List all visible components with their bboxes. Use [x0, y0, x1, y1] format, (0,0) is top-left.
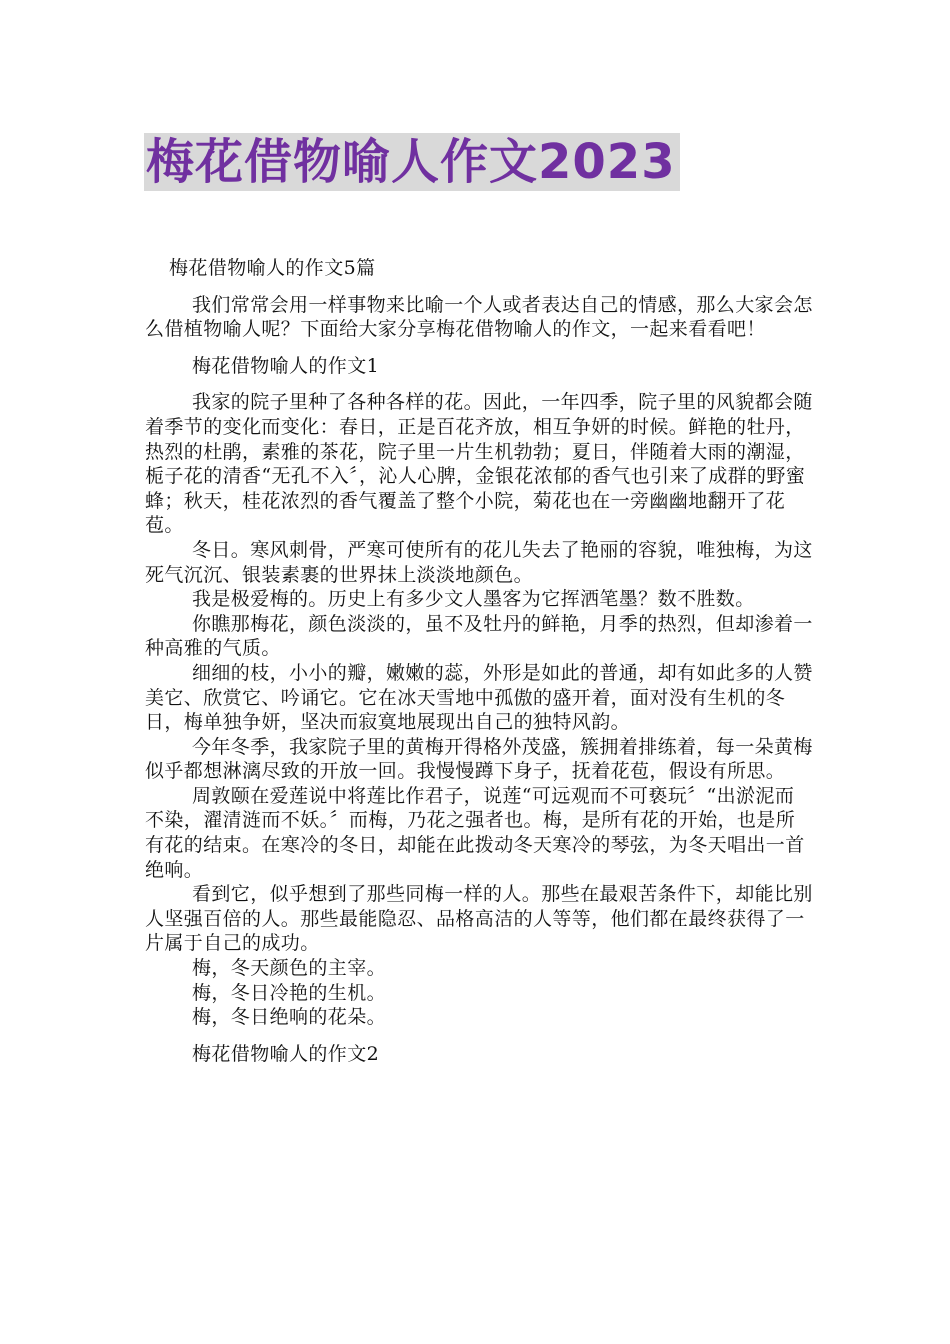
section-2-heading: 梅花借物喻人的作文2: [192, 1042, 380, 1065]
body-paragraph: 你瞧那梅花，颜色淡淡的，虽不及牡丹的鲜艳，月季的热烈，但却渗着一种高雅的气质。: [145, 612, 813, 660]
body-paragraph: 今年冬季，我家院子里的黄梅开得格外茂盛，簇拥着排练着，每一朵黄梅似乎都想淋漓尽致的开放一回。我慢慢蹲下身子，抚着花苞，假设有所思。: [145, 735, 813, 783]
body-paragraph: 冬日。寒风刺骨，严寒可使所有的花儿失去了艳丽的容貌，唯独梅，为这死气沉沉、银装素裹的世界抹上淡淡地颜色。: [145, 538, 813, 586]
body-paragraph: 细细的枝，小小的瓣，嫩嫩的蕊，外形是如此的普通，却有如此多的人赞美它、欣赏它、吟诵它。它在冰天雪地中孤傲的盛开着，面对没有生机的冬日，梅单独争妍，坚决而寂寞地展现出自己的独特风韵。: [145, 661, 813, 734]
body-paragraph: 周敦颐在爱莲说中将莲比作君子，说莲“可远观而不可亵玩〞“出淤泥而不染，濯清涟而不妖。〞而梅，乃花之强者也。梅，是所有花的开始，也是所有花的结束。在寒冷的冬日，却能在此拨动冬天寒冷的琴弦，为冬天唱出一首绝响。: [145, 784, 805, 881]
section-1-heading: 梅花借物喻人的作文1: [192, 354, 380, 377]
body-paragraph: 梅，冬日绝响的花朵。: [192, 1006, 387, 1029]
document-title: 梅花借物喻人作文2023: [144, 133, 680, 191]
document-body: [145, 256, 813, 1066]
body-paragraph: 我是极爱梅的。历史上有多少文人墨客为它挥洒笔墨？数不胜数。: [192, 588, 755, 611]
body-paragraph: 看到它，似乎想到了那些同梅一样的人。那些在最艰苦条件下，却能比别人坚强百倍的人。那些最能隐忍、品格高洁的人等等，他们都在最终获得了一片属于自己的成功。: [145, 883, 813, 955]
body-paragraph: 梅，冬天颜色的主宰。: [192, 957, 387, 980]
body-paragraph: 梅，冬日冷艳的生机。: [192, 981, 387, 1004]
intro-heading: 梅花借物喻人的作文5篇: [169, 257, 376, 279]
intro-paragraph: 我们常常会用一样事物来比喻一个人或者表达自己的情感，那么大家会怎么借植物喻人呢？下面给大家分享梅花借物喻人的作文，一起来看看吧！: [145, 293, 813, 341]
body-paragraph: 我家的院子里种了各种各样的花。因此，一年四季，院子里的风貌都会随着季节的变化而变化：春日，正是百花齐放，相互争妍的时候。鲜艳的牡丹，热烈的杜鹃，素雅的茶花，院子里一片生机勃勃；夏日，伴随着大雨的潮湿，栀子花的清香“无孔不入〞，沁人心脾，金银花浓郁的香气也引来了成群的野蜜蜂；秋天，桂花浓烈的香气覆盖了整个小院，菊花也在一旁幽幽地翻开了花苞。: [145, 391, 813, 537]
